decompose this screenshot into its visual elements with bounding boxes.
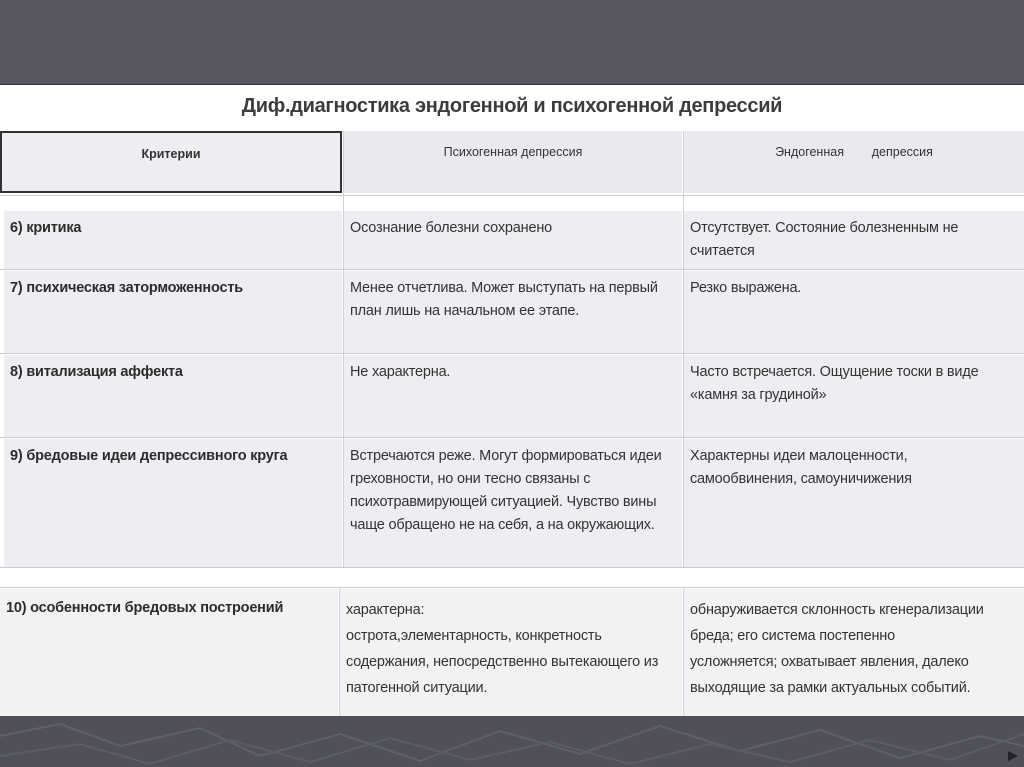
row10-endogenous: обнаруживается склонность кгенерализации бреда; его система постепенно усложняется; охватывает явления, далеко выходящие за рамки актуальных событий. (684, 589, 1024, 716)
row8-psychogenic: Не характерна. (344, 355, 682, 437)
row9-endogenous: Характерны идеи малоценности, самообвинения, самоуничижения (684, 439, 1024, 567)
row10-criterion: 10) особенности бредовых построений (0, 589, 338, 716)
grid-line (0, 269, 1024, 270)
grid-line (0, 437, 1024, 438)
grid-line (339, 587, 340, 716)
grid-line (343, 131, 344, 567)
row9-psychogenic: Встречаются реже. Могут формироваться идеи греховности, но они тесно связаны с психотравмирующей ситуацией. Чувство вины чаще обращено не на себя, а на окружающих. (344, 439, 682, 567)
grid-line (0, 195, 1024, 196)
header-criteria: Критерии (0, 131, 342, 193)
grid-line (0, 353, 1024, 354)
row8-criterion: 8) витализация аффекта (4, 355, 342, 437)
header-psychogenic: Психогенная депрессия (344, 131, 682, 193)
grid-line (0, 567, 1024, 568)
row9-criterion: 9) бредовые идеи депрессивного круга (4, 439, 342, 567)
next-slide-arrow-icon[interactable] (1008, 751, 1018, 761)
bottom-band (0, 716, 1024, 767)
grid-line (683, 587, 684, 716)
row7-criterion: 7) психическая заторможенность (4, 271, 342, 353)
top-band (0, 0, 1024, 85)
header-endogenous: Эндогенная депрессия (684, 131, 1024, 193)
slide-title: Диф.диагностика эндогенной и психогенной депрессий (241, 95, 783, 117)
row7-psychogenic: Менее отчетлива. Может выступать на первый план лишь на начальном ее этапе. (344, 271, 682, 353)
row7-endogenous: Резко выражена. (684, 271, 1024, 353)
slide (0, 85, 1024, 716)
row6-psychogenic: Осознание болезни сохранено (344, 211, 682, 269)
row8-endogenous: Часто встречается. Ощущение тоски в виде «камня за грудиной» (684, 355, 1024, 437)
row6-criterion: 6) критика (4, 211, 342, 269)
grid-line (0, 587, 1024, 588)
row10-psychogenic: характерна: острота,элементарность, конкретность содержания, непосредственно вытекающего из патогенной ситуации. (340, 589, 682, 716)
grid-line (683, 131, 684, 567)
decorative-lines (0, 716, 1024, 767)
row6-endogenous: Отсутствует. Состояние болезненным не считается (684, 211, 1024, 269)
